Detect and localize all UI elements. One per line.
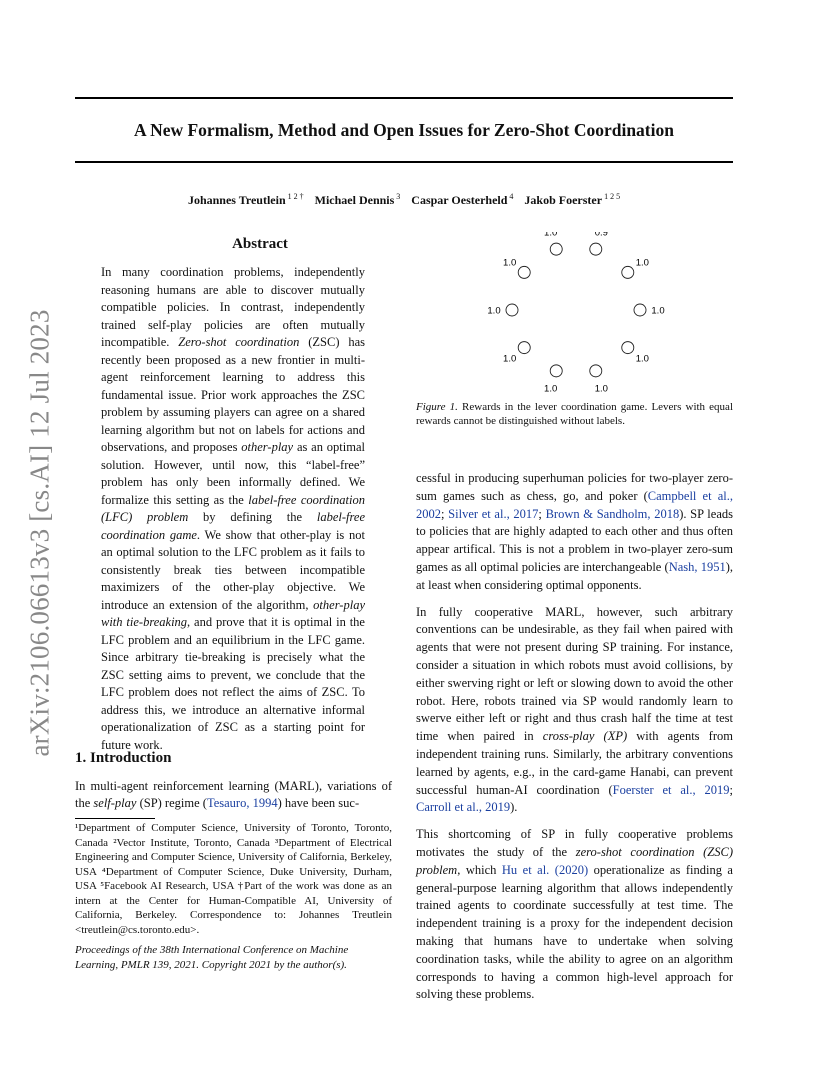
lever-reward-label: 1.0	[503, 257, 517, 269]
text-run: (ZSC) has recently been proposed as a new frontier in multi-agent reinforcement learning to address this fundamental issue. Prior work approaches the ZSC problem by assuming players can agree on a shared learning algorithm but not on labels for actions and observations, and proposes	[101, 335, 365, 454]
text-run: by defining the	[188, 510, 317, 524]
text-run: cessful in producing superhuman policies for two-player zero-sum games such as chess, go, and poker (	[416, 471, 733, 503]
figure-caption	[416, 400, 733, 428]
lever-diagram	[416, 232, 733, 392]
right-column-text	[416, 470, 733, 1013]
text-run: operationalize as finding a general-purpose learning algorithm that allows independently trained agents to coordinate successfully at test time. The independent training is a proxy for the independent decision making that humans have to undertake when solving coordination tasks, while the ability to agree on an algorithm corresponds to having a common high-level approach for solving these problems.	[416, 862, 733, 1002]
emphasis: other-play	[241, 440, 294, 454]
emphasis: self-play	[93, 796, 137, 810]
citation-link[interactable]: Hu et al. (2020)	[501, 862, 589, 877]
top-rule	[75, 97, 733, 99]
lever-circle	[506, 304, 518, 316]
citation-link[interactable]: Tesauro, 1994	[206, 796, 278, 810]
emphasis: Zero-shot coordination	[178, 335, 300, 349]
lever-circle	[590, 365, 602, 377]
arxiv-identifier: arXiv:2106.06613v3 [cs.AI] 12 Jul 2023	[24, 309, 55, 757]
title-rule	[75, 161, 733, 163]
text-run: , and prove that it is optimal in the LFC problem and an equilibrium in the LFC game. Since arbitrary tie-breaking is precisely what the ZSC setting aims to prevent, we conclude that the LFC problem does not reflect the aims of ZSC. To address this, we introduce an alternative informal operationalization of ZSC as a starting point for future work.	[101, 615, 365, 752]
text-run: ).	[510, 800, 518, 815]
author-affiliation: 1 2 5	[604, 192, 621, 201]
lever-reward-label: 1.0	[503, 353, 517, 365]
emphasis: cross-play (XP)	[542, 729, 628, 744]
lever-circle	[550, 243, 562, 255]
text-run: In many coordination problems, independently reasoning humans are able to discover mutually compatible policies. In contrast, independently trained self-play policies are often mutually incompatible.	[101, 265, 365, 349]
author-list	[75, 192, 733, 208]
proceedings-note: Proceedings of the 38th International Conference on Machine Learning, PMLR 139, 2021. Copyright 2021 by the author(s).	[75, 944, 349, 971]
emphasis: label-free coordination (LFC) problem	[101, 492, 365, 524]
lever-reward-label: 0.9	[594, 232, 608, 239]
section-heading-introduction: 1. Introduction	[75, 750, 172, 766]
lever-circle	[550, 365, 562, 377]
text-run: ) have been suc-	[277, 796, 360, 810]
text-run: This shortcoming of SP in fully cooperative problems motivates the study of the	[416, 827, 733, 859]
abstract-heading: Abstract	[232, 236, 288, 252]
text-run: ), at least when considering optimal opponents.	[416, 559, 733, 592]
lever-circle	[634, 304, 646, 316]
author-affiliation: 4	[509, 192, 514, 201]
lever-reward-label: 1.0	[594, 383, 608, 392]
author-name: Johannes Treutlein	[187, 193, 286, 207]
emphasis: zero-shot coordination (ZSC) problem	[416, 844, 733, 877]
text-run: ). SP leads to policies that are highly adapted to each other and thus often appear artifical. This is not a problem in two-player zero-sum games as all optimal policies are interchangeable (	[416, 506, 733, 574]
text-run: ;	[538, 506, 546, 521]
citation-link[interactable]: Brown & Sandholm, 2018	[545, 506, 680, 521]
abstract-text	[101, 264, 365, 754]
footnote-rule	[75, 818, 155, 819]
citation-link[interactable]: Silver et al., 2017	[448, 506, 539, 521]
text-run: (SP) regime (	[136, 796, 207, 810]
text-run: with agents from independent training runs. Similarly, the arbitrary conventions learned by agents, e.g., in the card-game Hanabi, can prevent successful human-AI coordination (	[416, 729, 733, 797]
text-run: , which	[457, 862, 502, 877]
figure-caption-label: Figure 1.	[416, 401, 458, 413]
paragraph	[416, 604, 733, 818]
citation-link[interactable]: Nash, 1951	[668, 559, 726, 574]
lever-reward-label: 1.0	[544, 383, 558, 392]
text-run: In fully cooperative MARL, however, such arbitrary conventions can be undesirable, as they fail when paired with agents that were not present during SP training. For instance, consider a situation in which robots must avoid collisions, by either swerving right or left or slowing down to avoid the other robot. Here, robots trained via SP would randomly learn to swerve either left or right and thus crash half the time at test time when paired in	[416, 604, 733, 744]
lever-circle	[590, 243, 602, 255]
author-affiliation: 3	[396, 192, 401, 201]
lever-reward-label: 1.0	[635, 353, 649, 365]
text-run: ;	[441, 506, 449, 521]
paper-title: A New Formalism, Method and Open Issues for Zero-Shot Coordination	[134, 120, 674, 140]
citation-link[interactable]: Carroll et al., 2019	[416, 800, 511, 815]
paragraph	[416, 470, 733, 595]
lever-circle	[518, 342, 530, 354]
lever-reward-label: 1.0	[544, 232, 558, 239]
lever-circle	[622, 266, 634, 278]
citation-link[interactable]: Foerster et al., 2019	[612, 782, 730, 797]
figure-lever-game	[416, 232, 733, 392]
author-name: Jakob Foerster	[524, 193, 603, 207]
emphasis: other-play with tie-breaking	[101, 597, 365, 629]
text-run: as an optimal solution. However, until now, this “label-free” problem has only been informally defined. We formalize this setting as the	[101, 440, 365, 507]
author-affiliation: 1 2 †	[287, 192, 304, 201]
author-name: Caspar Oesterheld	[411, 193, 508, 207]
author-name: Michael Dennis	[314, 193, 395, 207]
emphasis: label-free coordination game	[101, 510, 365, 542]
text-run: In multi-agent reinforcement learning (MARL), variations of the	[75, 779, 392, 810]
lever-reward-label: 1.0	[635, 257, 649, 269]
affiliation-footnote: ¹Department of Computer Science, University of Toronto, Toronto, Canada ²Vector Institute, Toronto, Canada ³Department of Electrical Engineering and Computer Science, University of California, Berkeley, USA ⁴Department of Computer Science, Duke University, Durham, USA ⁵Facebook AI Research, USA †Part of the work was done as an intern at the Center for Human-Compatible AI, University of California, Berkeley. Correspondence to: Johannes Treutlein <treutlein@cs.toronto.edu>.	[75, 822, 392, 936]
text-run: ;	[729, 782, 733, 797]
lever-reward-label: 1.0	[651, 305, 665, 317]
citation-link[interactable]: Campbell et al., 2002	[416, 488, 733, 521]
paragraph	[416, 826, 733, 1004]
figure-caption-text: Rewards in the lever coordination game. Levers with equal rewards cannot be distinguished without labels.	[416, 401, 734, 427]
introduction-text	[75, 778, 392, 812]
lever-reward-label: 1.0	[487, 305, 501, 317]
text-run: . We show that other-play is not an optimal solution to the LFC problem as it fails to consistently break ties between incompatible maximizers of the other-play objective. We introduce an extension of the algorithm,	[101, 527, 365, 612]
lever-circle	[622, 342, 634, 354]
lever-circle	[518, 266, 530, 278]
